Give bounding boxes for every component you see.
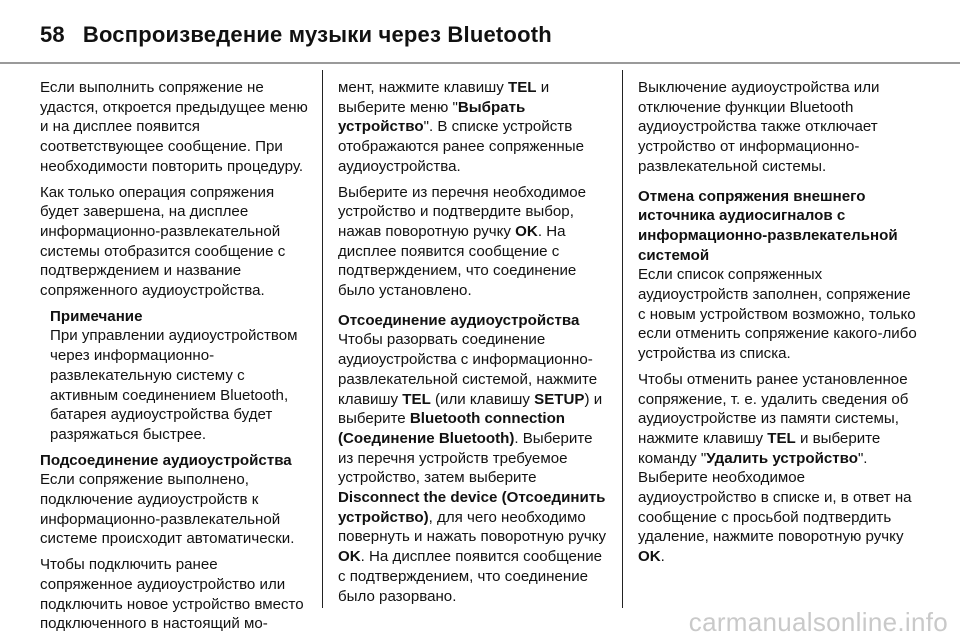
text-run: . На дисплее появится сообщение с подтверждением, что соединение было разорвано. — [338, 548, 603, 605]
paragraph: Если сопряжение выполнено, подключение аудиоустройств к информационно-развлекательной системе происходит автоматически. — [40, 471, 295, 548]
text-run: , для чего необходимо повернуть и нажать поворотную ручку — [338, 508, 607, 546]
text-run: . — [660, 548, 665, 566]
paragraph — [638, 370, 920, 567]
menu-label: Удалить устройство — [706, 449, 858, 467]
watermark-text: carmanualsonline.info — [688, 607, 948, 637]
note-text: При управлении аудиоустройством через информационно-развлекательную систему с активным соединением Bluetooth, батарея аудиоустройства будет разряжаться быстрее. — [50, 327, 298, 443]
menu-label: Выбрать устройство — [338, 98, 526, 136]
key-label: OK — [638, 548, 661, 566]
column-divider — [622, 70, 623, 608]
column-1 — [40, 78, 314, 640]
menu-label: Disconnect the device (Отсоединить устройство) — [338, 489, 606, 526]
page-number: 58 — [40, 22, 65, 47]
column-3 — [638, 78, 920, 573]
key-label: TEL — [402, 390, 431, 408]
key-label: SETUP — [534, 390, 585, 408]
paragraph — [338, 183, 612, 301]
text-run: . Выберите из перечня устройств требуемое устройство, затем выберите — [338, 429, 593, 487]
note-block — [50, 307, 314, 445]
menu-label: Bluetooth connection (Соединение Bluetooth) — [338, 410, 566, 447]
header-rule — [0, 62, 960, 64]
column-2 — [338, 78, 612, 612]
text-run: (или клавишу — [430, 390, 535, 408]
section-heading: Отмена сопряжения внешнего источника аудиосигналов с информационно-развлекательной системой — [638, 187, 898, 264]
text-run: Чтобы отменить ранее установленное сопряжение, т. е. удалить сведения об аудиоустройстве из памяти системы, нажмите клавишу — [638, 370, 909, 447]
text-run: и выберите меню " — [338, 79, 550, 116]
text-run: Выберите из перечня необходимое устройство и подтвердите выбор, нажав поворотную ручку — [338, 183, 587, 240]
paragraph — [338, 78, 612, 177]
section-heading: Отсоединение аудиоустройства — [338, 311, 580, 329]
paragraph — [338, 330, 612, 606]
key-label: OK — [338, 548, 361, 566]
text-run: и выберите команду " — [638, 429, 881, 467]
key-label: TEL — [767, 429, 796, 447]
text-run: ) и выберите — [338, 390, 603, 428]
paragraph: Чтобы подключить ранее сопряженное аудиоустройство или подключить новое устройство вместо подключенного в настоящий мо- — [40, 556, 304, 633]
text-run: ". Выберите необходимое аудиоустройство в списке и, в ответ на сообщение с просьбой подтвердить удаление, нажмите поворотную ручку — [638, 449, 912, 546]
page-header — [40, 22, 552, 48]
paragraph: Если выполнить сопряжение не удастся, откроется предыдущее меню и на дисплее появится соответствующее сообщение. При необходимости повторить процедуру. — [40, 79, 308, 175]
text-run: ". В списке устройств отображаются ранее сопряженные аудиоустройства. — [338, 118, 584, 175]
text-run: Чтобы разорвать соединение аудиоустройства с информационно-развлекательной системой, нажмите клавишу — [338, 331, 598, 408]
note-title: Примечание — [50, 307, 143, 325]
column-divider — [322, 70, 323, 608]
text-run: мент, нажмите клавишу — [338, 79, 508, 96]
page-title: Воспроизведение музыки через Bluetooth — [82, 22, 552, 47]
text-run: . На дисплее появится сообщение с подтверждением, что соединение было установлено. — [338, 222, 577, 300]
paragraph: Как только операция сопряжения будет завершена, на дисплее информационно-развлекательной системы отобразится сообщение с подтверждением и название сопряженного аудиоустройства. — [40, 183, 286, 300]
section-heading: Подсоединение аудиоустройства — [40, 451, 292, 469]
key-label: OK — [515, 222, 538, 240]
paragraph: Если список сопряженных аудиоустройств заполнен, сопряжение с новым устройством возможно, только если отменить сопряжение какого-либо устройства из списка. — [638, 266, 917, 363]
key-label: TEL — [507, 79, 537, 96]
paragraph: Выключение аудиоустройства или отключение функции Bluetooth аудиоустройства также отключает устройство от информационно-развлекательной системы. — [638, 79, 880, 175]
